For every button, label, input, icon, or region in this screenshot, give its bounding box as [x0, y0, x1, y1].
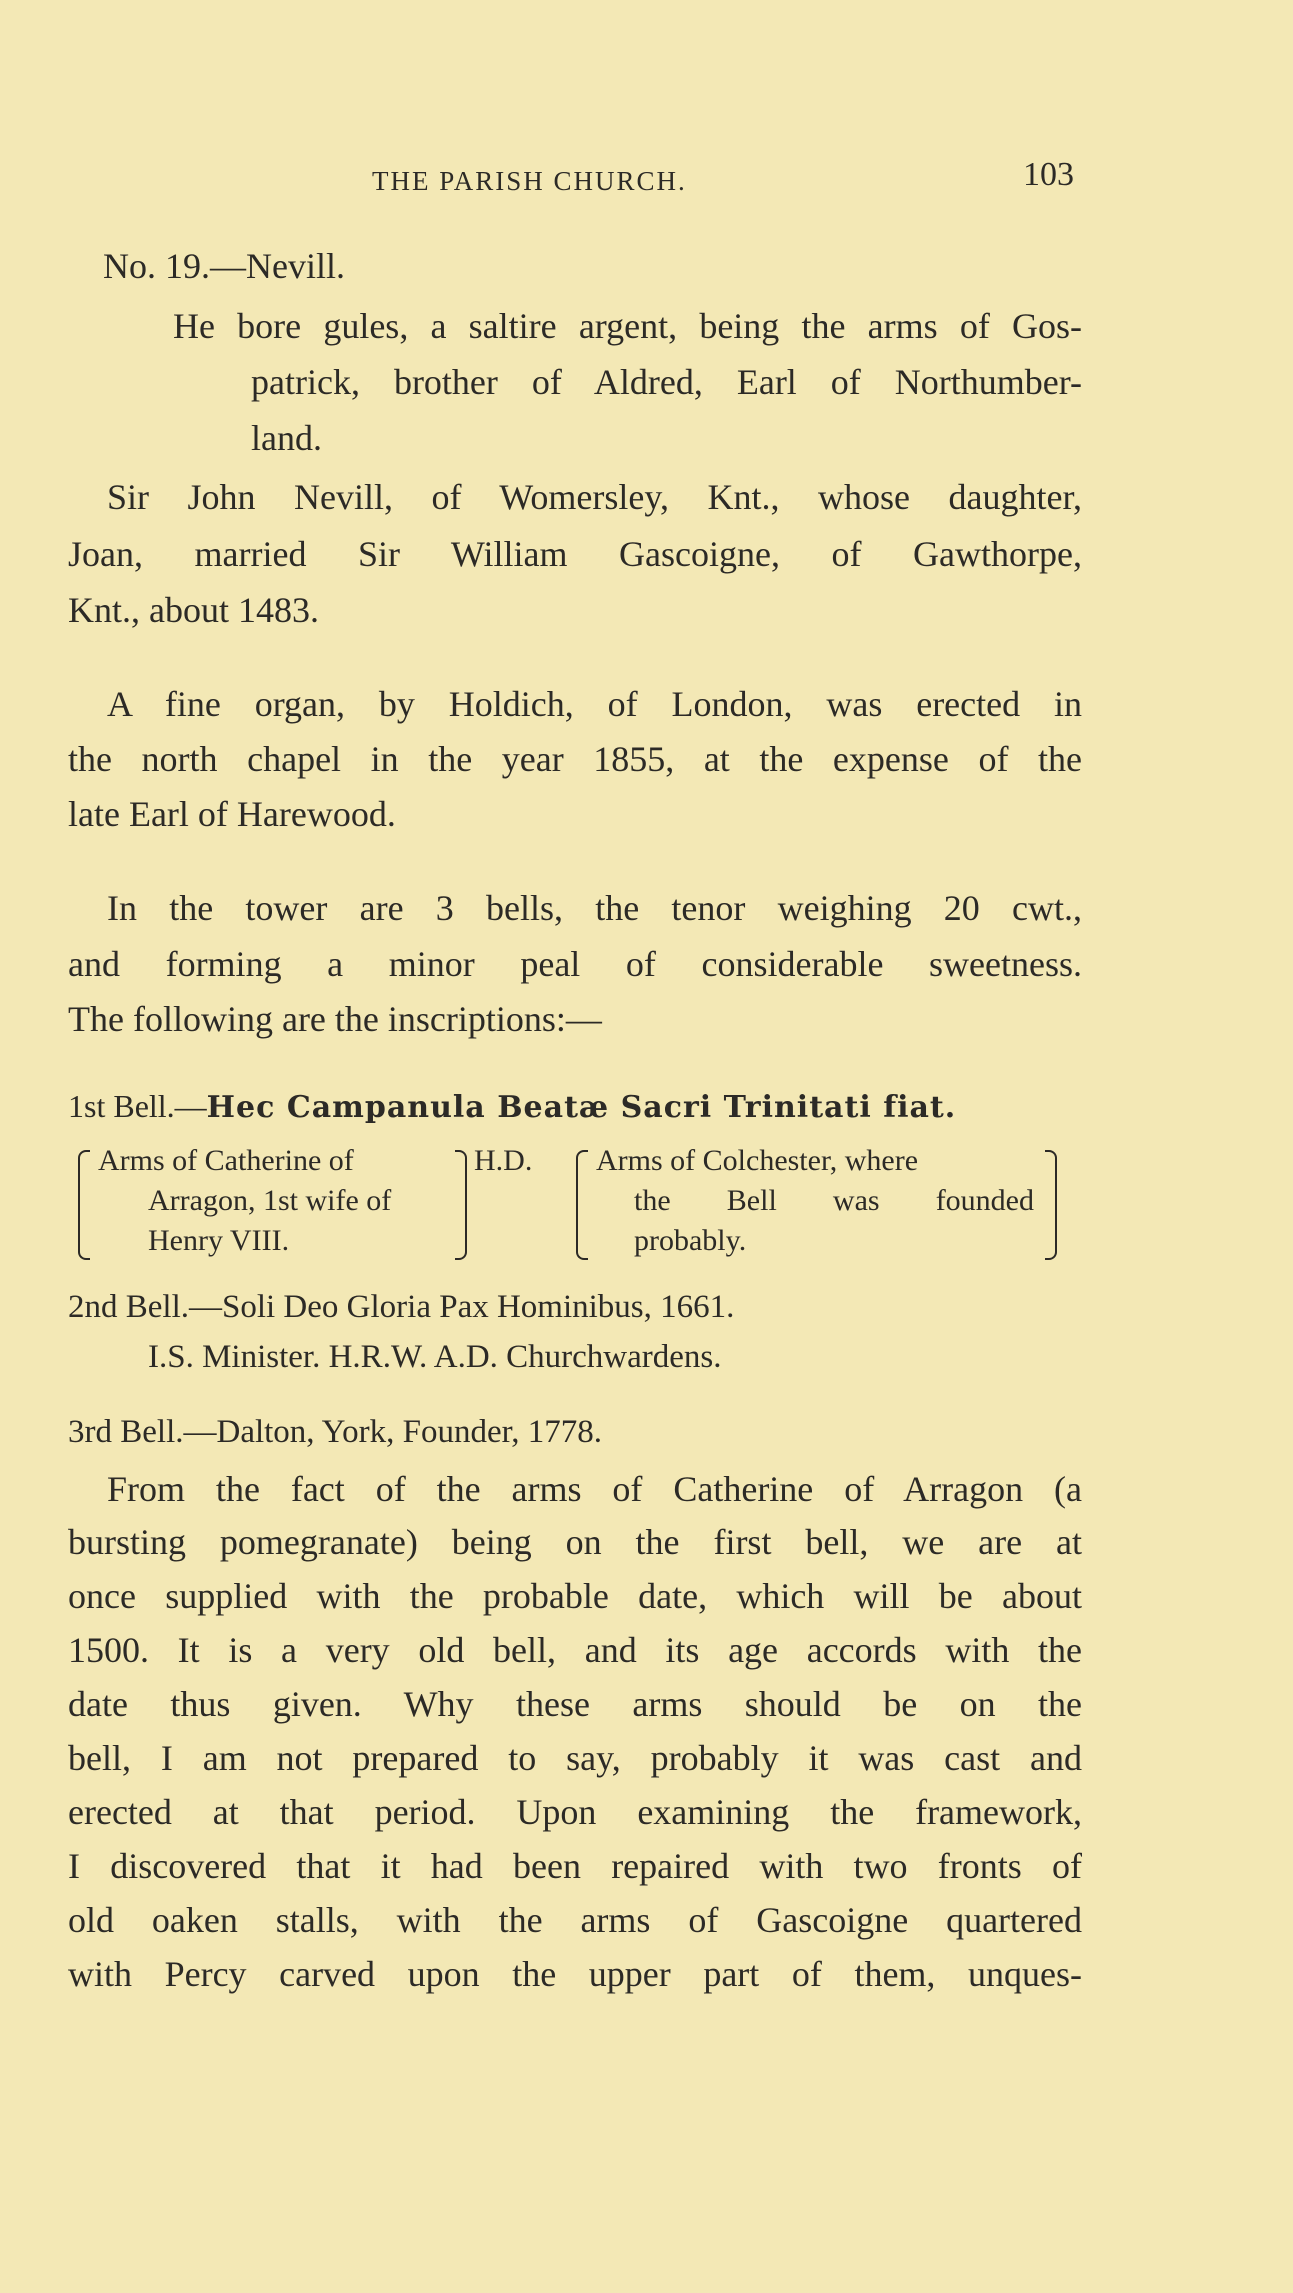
- commentary-line: with Percy carved upon the upper part of them, unques-: [68, 1954, 1082, 1994]
- commentary-line: bursting pomegranate) being on the first bell, we are at: [68, 1522, 1082, 1562]
- bell1-right-note: probably.: [634, 1224, 747, 1257]
- bell1-left-note: Henry VIII.: [148, 1224, 290, 1257]
- nevill-arms-line: He bore gules, a saltire argent, being the arms of Gos-: [173, 306, 1082, 346]
- bell1-left-note: Arragon, 1st wife of: [148, 1184, 392, 1217]
- commentary-line: once supplied with the probable date, which will be about: [68, 1576, 1082, 1616]
- bell1-left-note: Arms of Catherine of: [98, 1144, 354, 1177]
- page-number: 103: [1023, 156, 1074, 193]
- bell1-inscription: [68, 1081, 956, 1132]
- running-head: [0, 148, 1293, 218]
- right-close-brace: [1045, 1150, 1057, 1260]
- nevill-heading: No. 19.—Nevill.: [103, 246, 345, 286]
- commentary-line: I discovered that it had been repaired with two fronts of: [68, 1846, 1082, 1886]
- bells-intro-line: The following are the inscriptions:—: [68, 999, 602, 1039]
- left-close-brace: [455, 1150, 467, 1260]
- nevill-descent-line: Knt., about 1483.: [68, 590, 319, 630]
- organ-line: late Earl of Harewood.: [68, 794, 396, 834]
- bell2-line: I.S. Minister. H.R.W. A.D. Churchwardens.: [148, 1339, 722, 1375]
- commentary-line: bell, I am not prepared to say, probably it was cast and: [68, 1738, 1082, 1778]
- bells-intro-line: and forming a minor peal of considerable sweetness.: [68, 944, 1082, 984]
- commentary-line: erected at that period. Upon examining the framework,: [68, 1792, 1082, 1832]
- running-title: THE PARISH CHURCH.: [372, 166, 687, 196]
- nevill-descent-line: Sir John Nevill, of Womersley, Knt., whose daughter,: [107, 477, 1082, 517]
- bell1-initials: H.D.: [474, 1144, 533, 1177]
- commentary-line: 1500. It is a very old bell, and its age accords with the: [68, 1630, 1082, 1670]
- organ-line: A fine organ, by Holdich, of London, was erected in: [107, 684, 1082, 724]
- bell2-line: 2nd Bell.—Soli Deo Gloria Pax Hominibus, 1661.: [68, 1289, 735, 1325]
- nevill-arms-line: patrick, brother of Aldred, Earl of Northumber-: [251, 362, 1082, 402]
- bell1-right-note: the Bell was founded: [634, 1184, 1034, 1217]
- right-open-brace: [576, 1150, 588, 1260]
- left-open-brace: [78, 1150, 90, 1260]
- commentary-line: date thus given. Why these arms should be on the: [68, 1684, 1082, 1724]
- commentary-line: From the fact of the arms of Catherine of Arragon (a: [107, 1469, 1082, 1509]
- bell1-label: 1st Bell.—: [68, 1088, 207, 1124]
- nevill-descent-line: Joan, married Sir William Gascoigne, of Gawthorpe,: [68, 534, 1082, 574]
- bell3-line: 3rd Bell.—Dalton, York, Founder, 1778.: [68, 1414, 603, 1450]
- bell1-right-note: Arms of Colchester, where: [596, 1144, 919, 1177]
- organ-line: the north chapel in the year 1855, at the expense of the: [68, 739, 1082, 779]
- commentary-line: old oaken stalls, with the arms of Gascoigne quartered: [68, 1900, 1082, 1940]
- bell1-blackletter-text: Hec Campanula Beatæ Sacri Trinitati fiat.: [206, 1090, 957, 1125]
- nevill-arms-line: land.: [251, 418, 322, 458]
- bells-intro-line: In the tower are 3 bells, the tenor weighing 20 cwt.,: [107, 888, 1082, 928]
